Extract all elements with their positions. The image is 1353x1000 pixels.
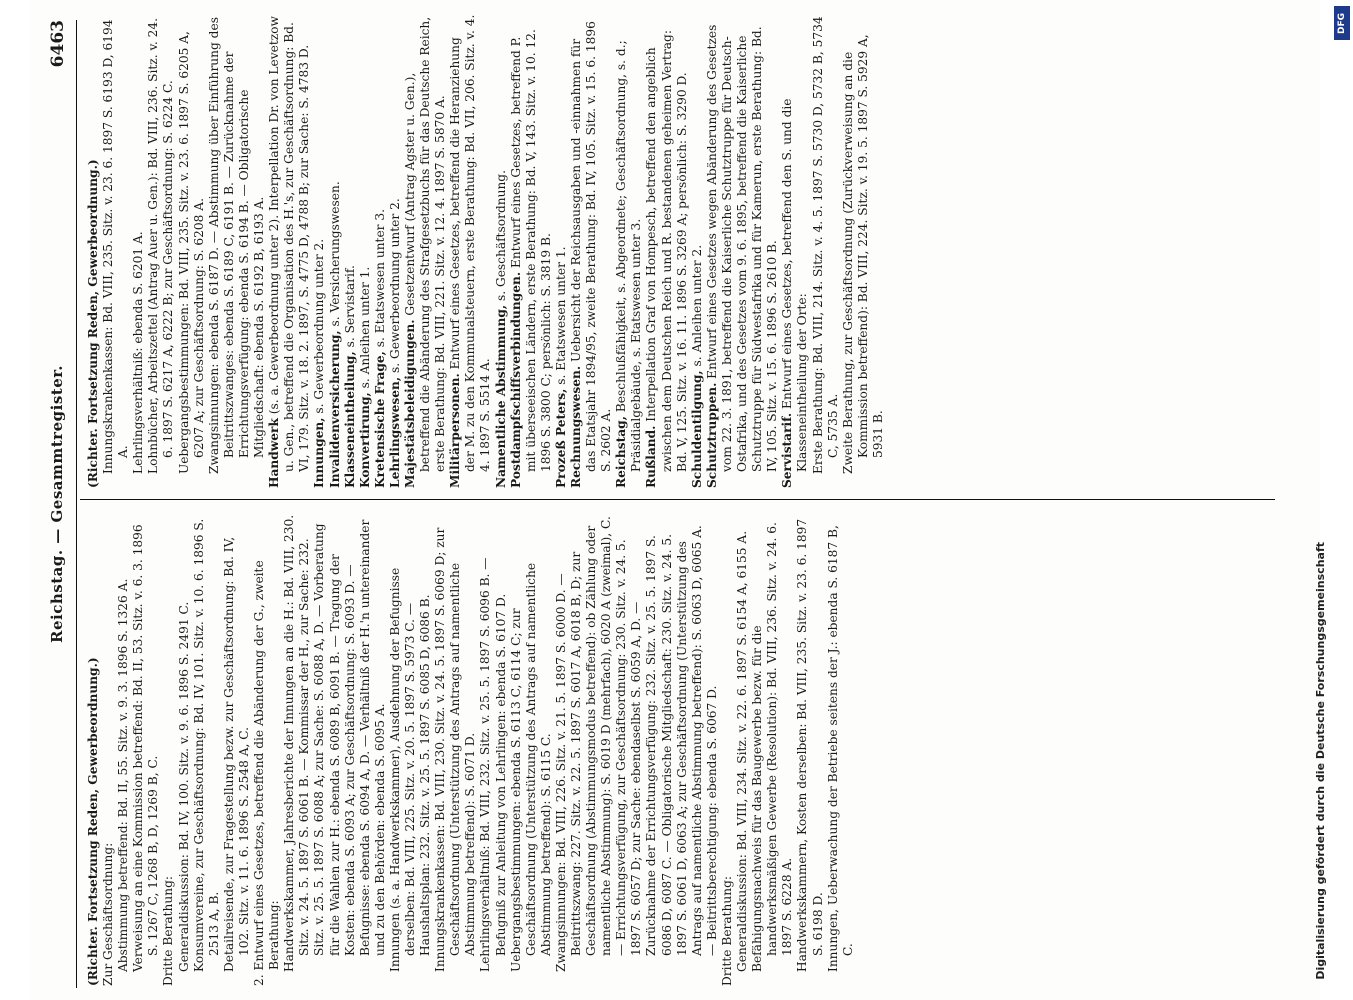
entry-text: Dritte Berathung: (161, 876, 176, 986)
entry-text: Lehrlingsverhältniß: Bd. VIII, 232. Sitz. v. 25. 5. 1897 S. 6096 B. — Befugniß zur Anleitung von Lehrlingen: ebenda S. 6107 D. (478, 557, 508, 972)
column-divider (80, 499, 1275, 500)
entry-text: Generaldiskussion: Bd. IV, 100. Sitz. v. 9. 6. 1896 S. 2491 C. (176, 601, 191, 972)
entry-text: Konsumvereine, zur Geschäftsordnung: Bd. IV, 101. Sitz. v. 10. 6. 1896 S. 2513 A, B. (191, 518, 221, 972)
entry-keyword: Klasseneintheilung, (342, 351, 357, 488)
entry-text: s. Anleihen unter 2. (689, 244, 704, 371)
entry-text: Detailreisende, zur Fragestellung bezw. zur Geschäftsordnung: Bd. IV, 102. Sitz. v. 11. 6. 1896 S. 2548 A, C. (221, 536, 251, 972)
entry-text: s. Geschäftsordnung. (493, 170, 508, 305)
entry-keyword: Schuldentilgung, (689, 370, 704, 488)
register-entry (116, 512, 131, 986)
register-entry (403, 14, 448, 488)
entry-text: s. Gewerbeordnung unter 2. (312, 238, 327, 418)
entry-text: s. Anleihen unter 1. (357, 266, 372, 393)
entry-text: Erste Berathung: Bd. VIII, 214. Sitz. v. 4. 5. 1897 S. 5730 D, 5732 B, 5734 C, 5735 A. (810, 16, 840, 474)
entry-keyword: Kretensische Frage, (372, 351, 387, 488)
register-entry (146, 14, 176, 488)
entry-keyword: Handwerk (267, 418, 282, 488)
digitization-note: Digitalisierung gefördert durch die Deutsche Forschungsgemeinschaft (1314, 542, 1327, 980)
register-entry (720, 512, 735, 986)
entry-keyword: (Richter. (86, 428, 100, 488)
register-entry (101, 512, 116, 986)
entry-text: (s. a. Gewerbeordnung unter 2). Interpellation Dr. von Levetzow u. Gen., betreffend die Organisation des H.'s, zur Geschäftsordnung: Bd. VI, 179. Sitz. v. 18. 2. 1897, S. 4775 D, 4788 B; zur Sache: S. 4783 D. (267, 16, 312, 472)
entry-keyword: Servistarif. (780, 412, 795, 488)
entry-keyword: Prozeß Peters, (553, 388, 568, 488)
register-entry (207, 14, 267, 488)
entry-text: s. Gewerbeordnung unter 2. (387, 198, 402, 377)
entry-text: Zwangsinnungen: ebenda S. 6187 D. — Abstimmung über Einführung des Beitrittszwanges: ebenda S. 6189 C, 6191 B. — Zurücknahme der Errichtungsverfügung: ebenda S. 6194 B. — Obligatorische Mitgliedschaft: ebenda S. 6192 B, 6193 A. (206, 17, 267, 474)
entry-keyword: Schutztruppen. (704, 382, 719, 488)
page-title: Reichstag. — Gesammtregister. (48, 365, 66, 643)
entry-text: Gesetzentwurf (Antrag Agster u. Gen.), betreffend die Abänderung des Strafgesetzbuchs für das Deutsche Reich, erste Berathung: Bd. VIII, 221. Sitz. v. 12. 4. 1897 S. 5870 A. (402, 16, 448, 472)
register-entry (478, 512, 508, 986)
register-entry (252, 512, 282, 986)
entry-keyword: Rußland. (644, 425, 659, 488)
register-entry (267, 14, 312, 488)
header-rule (76, 20, 77, 988)
entry-text: Abstimmung betreffend: Bd. II, 55. Sitz. v. 9. 3. 1896 S. 1326 A. (116, 578, 131, 972)
entry-text: s. Servistarif. (342, 265, 357, 352)
entry-text: Dritte Berathung: (719, 876, 734, 986)
entry-keyword: Rechnungswesen. (569, 365, 583, 488)
entry-keyword: Innungen, (312, 417, 327, 488)
register-entry (841, 14, 886, 488)
entry-keyword: (Richter. (86, 926, 100, 986)
left-column (86, 512, 856, 986)
digitization-sidebar (1300, 0, 1353, 1000)
entry-text: Verweisung an eine Kommission betreffend: Bd. II, 53. Sitz. v. 6. 3. 1896 S. 1267 C, 1268 B, D, 1269 B, C. (131, 524, 161, 972)
dfg-logo: DFG (1334, 6, 1350, 40)
register-entry (554, 512, 720, 986)
register-entry (86, 512, 101, 986)
register-entry (826, 512, 856, 986)
register-entry (388, 512, 433, 986)
entry-text: Zwangsinnungen: Bd. VIII, 226. Sitz. v. 21. 5. 1897 S. 6000 D. — Beitrittszwang: 227. Sitz. v. 22. 5. 1897 S. 6017 A, 6018 B, D; zur Geschäftsordnung (Abstimmungsmodus betreffend): ob Zählung oder namentliche Abstimmung): S. 6019 D (mehrfach), 6020 A (zweimal), C. — Errichtungsverfügung, zur Geschäftsordnung: 230. Sitz. v. 24. 5. 1897 S. 6057 D; zur Sache: ebendaselbst S. 6059 A, D. — Zurücknahme der Errichtungsverfügung: 232. Sitz. v. 25. 5. 1897 S. 6086 D, 6087 C. — Obligatorische Mitgliedschaft: 230. Sitz. v. 24. 5. 1897 S. 6061 D, 6063 A; zur Geschäftsordnung (Unterstützung des Antrags auf namentliche Abstimmung betreffend): S. 6063 D, 6065 A. — Beitrittsberechtigung: ebenda S. 6067 D. (553, 516, 719, 972)
entry-text: Innungen, Ueberwachung der Betriebe seitens der J.: ebenda S. 6187 B, C. (825, 525, 855, 972)
register-entry (644, 14, 689, 488)
register-entry (705, 14, 780, 488)
entry-text: Innungskrankenkassen: Bd. VIII, 230. Sitz. v. 24. 5. 1897 S. 6069 D; zur Geschäftsordnung (Unterstützung des Antrags auf namentliche Abstimmung betreffend): S. 6071 D. (433, 527, 478, 972)
register-entry (86, 14, 101, 488)
register-entry (343, 14, 358, 488)
register-entry (811, 14, 841, 488)
register-entry (433, 512, 478, 986)
register-entry (192, 512, 222, 986)
entry-text: Befähigungsnachweis für das Baugewerbe bezw. für die handwerksmäßigen Gewerbe (Resolution): Bd. VIII, 236. Sitz. v. 24. 6. 1897 S. 6228 A. (750, 522, 795, 972)
register-entry (222, 512, 252, 986)
entry-text: Entwurf eines Gesetzes, betreffend den S. und die Klasseneintheilung der Orte: (780, 98, 810, 472)
register-entry (690, 14, 705, 488)
entry-text: Uebergangsbestimmungen: ebenda S. 6113 C, 6114 C; zur Geschäftsordnung (Unterstützung des Antrags auf namentliche Abstimmung betreffend): S. 6115 C. (508, 562, 553, 972)
running-head (48, 20, 72, 988)
rotated-register-page (30, 0, 1320, 1000)
entry-keyword: Namentliche Abstimmung, (493, 304, 508, 488)
entry-text: Entwurf eines Gesetzes, betreffend die Heranziehung der M. zu den Kommunalsteuern, erste Berathung: Bd. VII, 206. Sitz. v. 4. 4. 1897 S. 5514 A. (448, 14, 493, 472)
entry-keyword: Reichstag, (614, 416, 629, 488)
entry-keyword: Postdampfschiffsverbindungen. (508, 271, 523, 488)
entry-text: Fortsetzung Reden, Gewerbeordnung.) (86, 657, 100, 927)
entry-text: Interpellation Graf von Hompesch, betreffend den angeblich zwischen dem Deutschen Reich und R. bestandenen geheimen Vertrag: Bd. V, 125. Sitz. v. 16. 11. 1896 S. 3269 A; persönlich: S. 3290 D. (644, 30, 689, 472)
register-entry (795, 512, 825, 986)
register-entry (509, 512, 554, 986)
register-entry (177, 14, 207, 488)
register-entry (282, 512, 388, 986)
register-entry (569, 14, 614, 488)
entry-text: Beschlußfähigkeit, s. Abgeordnete; Geschäftsordnung, s. d.; Präsidialgebäude, s. Etatswesen unter 3. (614, 40, 644, 472)
entry-text: Innungen (s. a. Handwerkskammer), Ausdehnung der Befugnisse derselben: Bd. VIII, 225. Sitz. v. 20. 5. 1897 S. 5973 C. — Haushaltsplan: 232. Sitz. v. 25. 5. 1897 S. 6085 D, 6086 B. (387, 567, 433, 972)
entry-keyword: Lehrlingswesen, (387, 376, 402, 488)
entry-text: s. Etatswesen unter 3. (372, 209, 387, 352)
register-entry (750, 512, 795, 986)
entry-keyword: Militärpersonen. (448, 373, 463, 488)
entry-text: s. Etatswesen unter 1. (553, 246, 568, 389)
entry-text: Zweite Berathung, zur Geschäftsordnung (Zurückverweisung an die Kommission betreffend): Bd. VIII, 224. Sitz. v. 19. 5. 1897 S. 5929 A, 5931 B. (840, 34, 885, 474)
register-entry (373, 14, 388, 488)
register-entry (388, 14, 403, 488)
entry-text: Lehrlingsverhältniß: ebenda S. 6201 A. (131, 231, 146, 474)
entry-text: Entwurf eines Gesetzes, betreffend P. mit überseeischen Ländern, erste Berathung: Bd. V, 143. Sitz. v. 10. 12. 1896 S. 3800 C; persönlich: S. 3819 B. (508, 29, 553, 472)
entry-text: Uebersicht der Reichsausgaben und -einnahmen für das Etatsjahr 1894/95, zweite Berathung: Bd. IV, 105. Sitz. v. 15. 6. 1896 S. 2602 A. (569, 21, 614, 472)
entry-text: Generaldiskussion: Bd. VIII, 234. Sitz. v. 22. 6. 1897 S. 6154 A, 6155 A. (735, 530, 750, 972)
entry-text: Handwerkskammer, Jahresberichte der Innungen an die H.: Bd. VIII, 230. Sitz. v. 24. 5. 1897 S. 6061 B. — Kommissar der H., zur Sache: 232. Sitz. v. 25. 5. 1897 S. 6088 A; zur Sache: S. 6088 A, D. — Vorberatung für die Wahlen zur H.: ebenda S. 6089 B, 6091 B. — Tragung der Kosten: ebenda S. 6093 A; zur Geschäftsordnung: S. 6093 D. — Befugnisse: ebenda S. 6094 A, D. — Verhältniß der H.'n untereinander und zu den Behörden: ebenda S. 6095 A. (282, 514, 387, 972)
entry-text: Lohnbücher, Arbeitszettel (Antrag Auer u. Gen.): Bd. VIII, 236. Sitz. v. 24. 6. 1897 S. 6217 A, 6222 B; zur Geschäftsordnung: S. 6224 C. (146, 17, 176, 474)
entry-keyword: Konvertirung, (357, 392, 372, 488)
register-entry (554, 14, 569, 488)
entry-text: Fortsetzung Reden, Gewerbeordnung.) (86, 159, 100, 429)
register-entry (101, 14, 131, 488)
entry-keyword: Invalidenversicherung, (327, 330, 342, 488)
register-entry (358, 14, 373, 488)
entry-text: Uebergangsbestimmungen: Bd. VIII, 235. Sitz. v. 23. 6. 1897 S. 6205 A, 6207 A; zur Geschäftsordnung: S. 6208 A. (176, 31, 206, 474)
register-entry (448, 14, 493, 488)
entry-keyword: Majestätsbeleidigungen. (402, 319, 417, 488)
register-entry (509, 14, 554, 488)
register-entry (328, 14, 343, 488)
entry-text: Zur Geschäftsordnung: (101, 842, 116, 986)
entry-text: 2. Entwurf eines Gesetzes, betreffend die Abänderung der G., zweite Berathung: (252, 560, 282, 986)
entry-text: Handwerkskammern, Kosten derselben: Bd. VIII, 235. Sitz. v. 23. 6. 1897 S. 6198 D. (795, 518, 825, 972)
register-entry (780, 14, 810, 488)
right-column (86, 14, 886, 488)
register-entry (312, 14, 327, 488)
register-entry (161, 512, 176, 986)
entry-text: s. Versicherungswesen. (327, 181, 342, 331)
page-number: 6463 (48, 20, 68, 68)
register-entry (131, 14, 146, 488)
register-entry (131, 512, 161, 986)
register-entry (494, 14, 509, 488)
entry-text: Innungskrankenkassen: Bd. VIII, 235. Sitz. v. 23. 6. 1897 S. 6193 D, 6194 A. (101, 19, 131, 474)
register-entry (177, 512, 192, 986)
entry-text: Entwurf eines Gesetzes wegen Abänderung des Gesetzes vom 22. 3. 1891, betreffend die Kaiserliche Schutztruppe für Deutsch-Ostafrika, und des Gesetzes vom 9. 6. 1895, betreffend die Kaiserliche Schutztruppe für Südwestafrika und für Kamerun, erste Berathung: Bd. IV, 105. Sitz. v. 15. 6. 1896 S. 2610 B. (704, 24, 780, 472)
register-entry (614, 14, 644, 488)
register-entry (735, 512, 750, 986)
